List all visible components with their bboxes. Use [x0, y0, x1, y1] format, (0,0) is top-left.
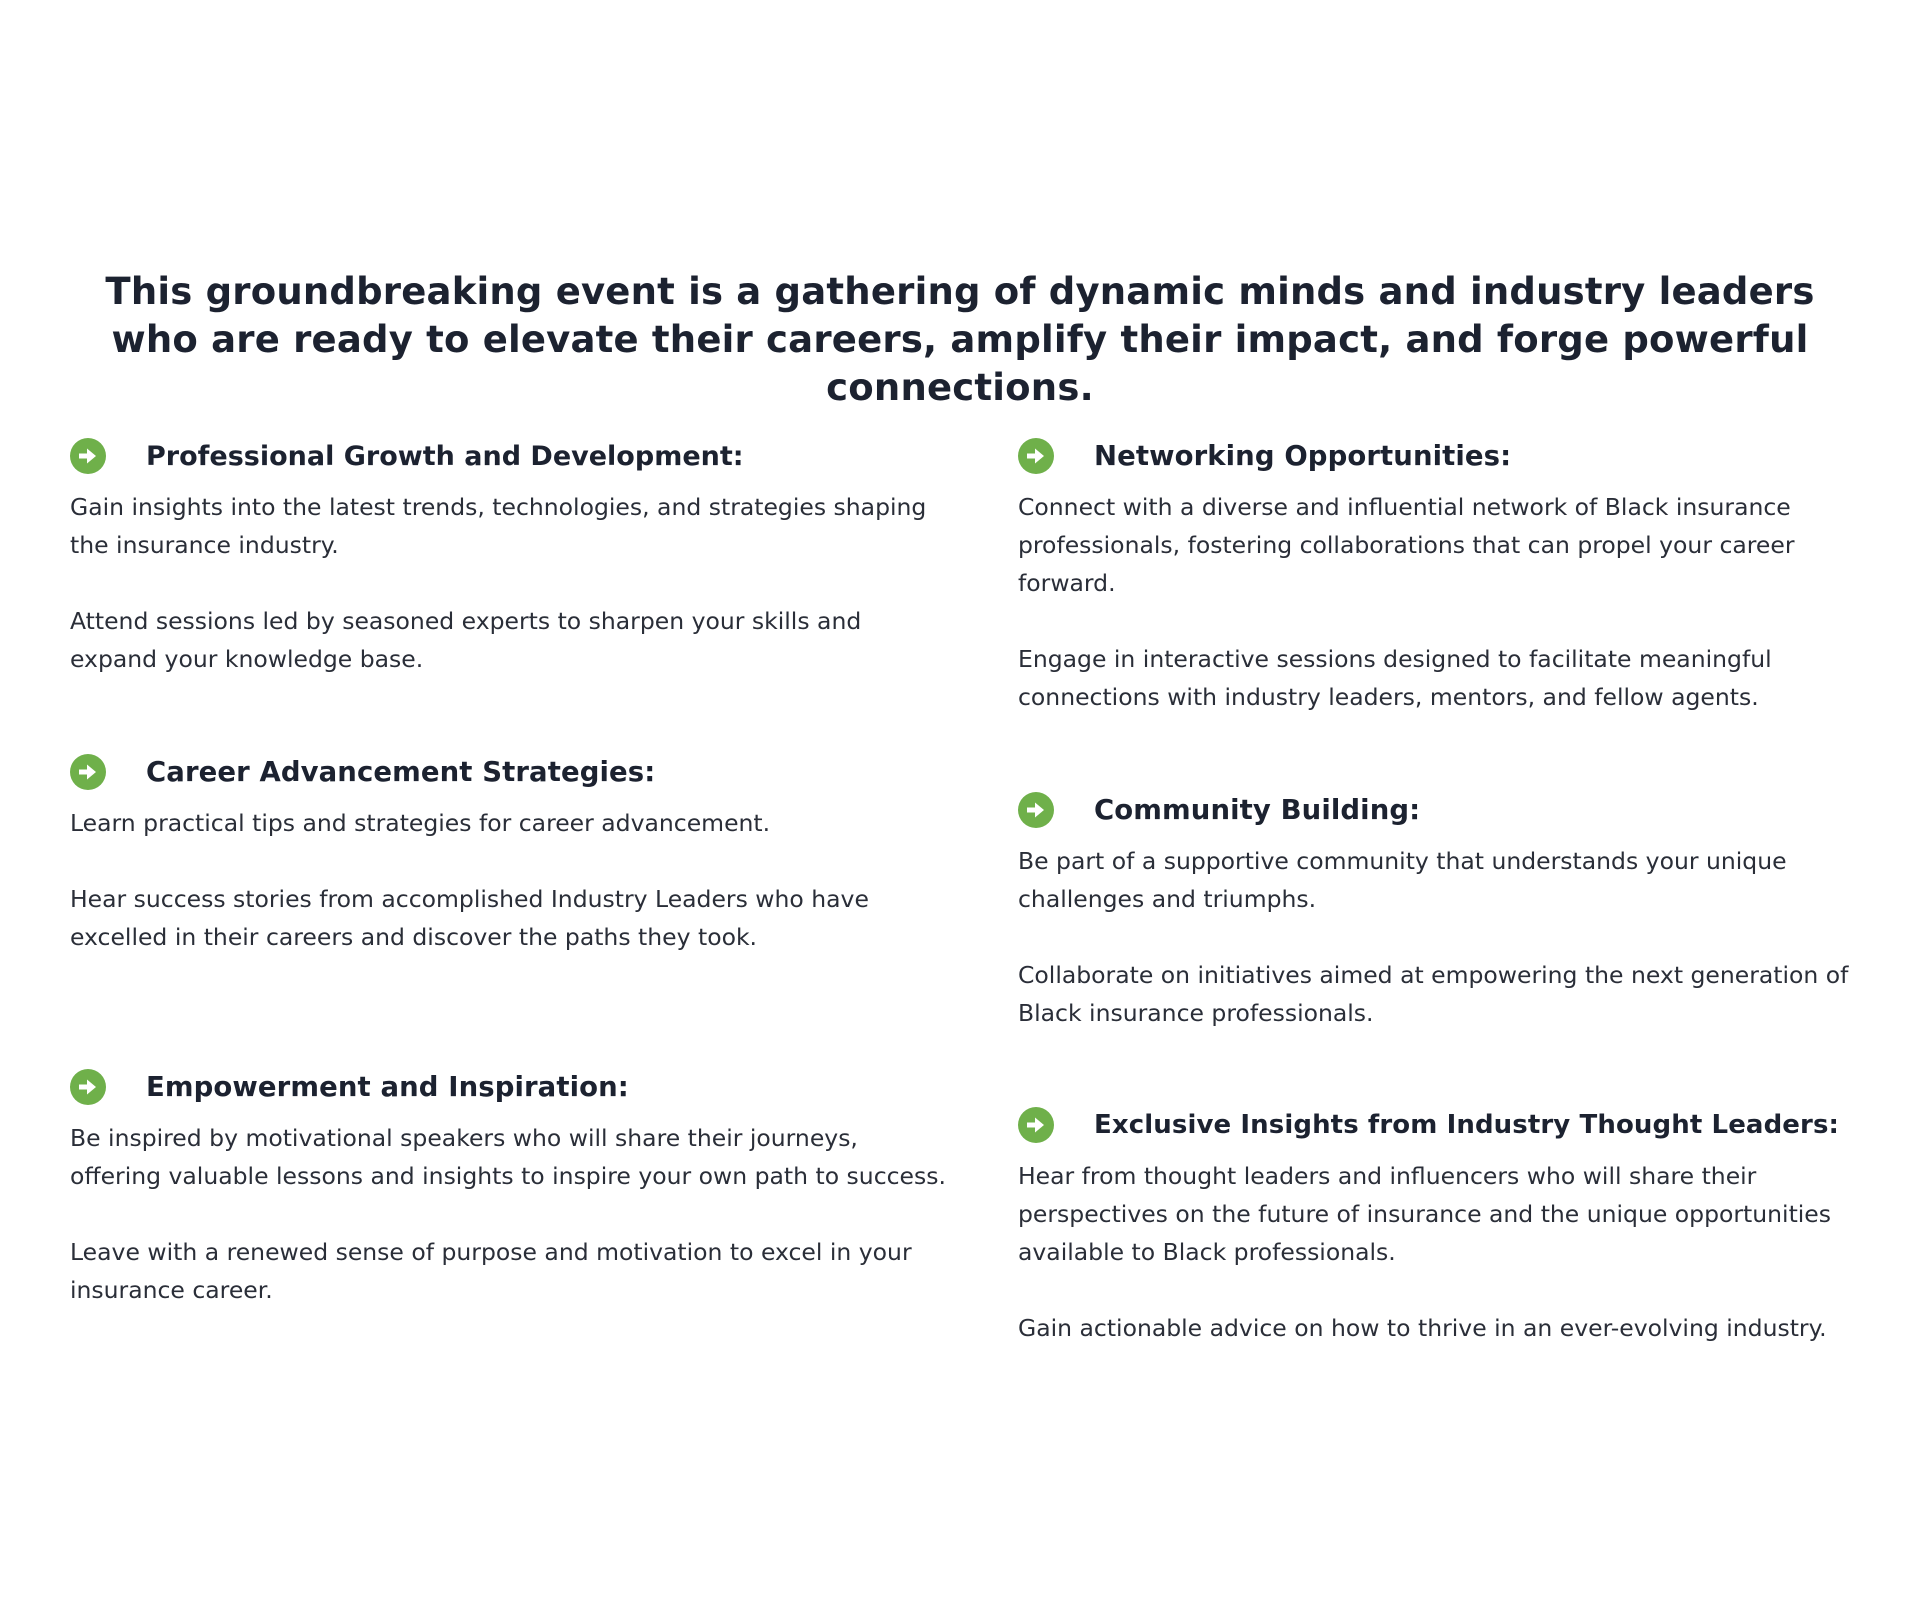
arrow-right-circle-icon	[70, 438, 106, 474]
section-paragraph: Connect with a diverse and influential network of Black insurance professionals, fostering collaborations that can propel your career forward.	[1018, 493, 1795, 597]
section-title: Career Advancement Strategies:	[146, 756, 656, 788]
section-paragraph: Hear success stories from accomplished Industry Leaders who have excelled in their careers and discover the paths they took.	[70, 885, 869, 951]
section-paragraph: Leave with a renewed sense of purpose and motivation to excel in your insurance career.	[70, 1238, 912, 1304]
section-header	[1018, 1105, 1898, 1145]
section-title: Networking Opportunities:	[1094, 440, 1512, 472]
section-header	[70, 436, 950, 476]
section-title: Professional Growth and Development:	[146, 440, 744, 472]
section-header	[1018, 436, 1898, 476]
section-career-advancement	[70, 752, 950, 956]
section-professional-growth	[70, 436, 950, 678]
section-header	[70, 1067, 950, 1107]
section-paragraph: Engage in interactive sessions designed to facilitate meaningful connections with industry leaders, mentors, and fellow agents.	[1018, 645, 1772, 711]
section-header	[1018, 790, 1898, 830]
arrow-right-circle-icon	[1018, 792, 1054, 828]
section-title: Community Building:	[1094, 794, 1421, 826]
section-empowerment	[70, 1067, 950, 1309]
arrow-right-circle-icon	[70, 754, 106, 790]
section-title: Exclusive Insights from Industry Thought Leaders:	[1094, 1110, 1840, 1140]
section-paragraph: Learn practical tips and strategies for career advancement.	[70, 809, 771, 837]
arrow-right-circle-icon	[70, 1069, 106, 1105]
section-paragraph: Attend sessions led by seasoned experts to sharpen your skills and expand your knowledge base.	[70, 607, 862, 673]
section-networking	[1018, 436, 1898, 716]
section-paragraph: Collaborate on initiatives aimed at empowering the next generation of Black insurance professionals.	[1018, 961, 1849, 1027]
section-header	[70, 752, 950, 792]
section-paragraph: Gain actionable advice on how to thrive in an ever-evolving industry.	[1018, 1314, 1827, 1342]
section-exclusive-insights	[1018, 1105, 1898, 1347]
section-paragraph: Hear from thought leaders and influencers who will share their perspectives on the future of insurance and the unique opportunities available to Black professionals.	[1018, 1162, 1832, 1266]
section-community	[1018, 790, 1898, 1032]
arrow-right-circle-icon	[1018, 438, 1054, 474]
section-paragraph: Be part of a supportive community that understands your unique challenges and triumphs.	[1018, 847, 1787, 913]
section-paragraph: Gain insights into the latest trends, technologies, and strategies shaping the insurance industry.	[70, 493, 927, 559]
section-paragraph: Be inspired by motivational speakers who will share their journeys, offering valuable lessons and insights to inspire your own path to success.	[70, 1124, 946, 1190]
arrow-right-circle-icon	[1018, 1107, 1054, 1143]
section-title: Empowerment and Inspiration:	[146, 1071, 629, 1103]
page-headline: This groundbreaking event is a gathering of dynamic minds and industry leaders who are ready to elevate their careers, amplify their impact, and forge powerful connections.	[105, 270, 1815, 409]
